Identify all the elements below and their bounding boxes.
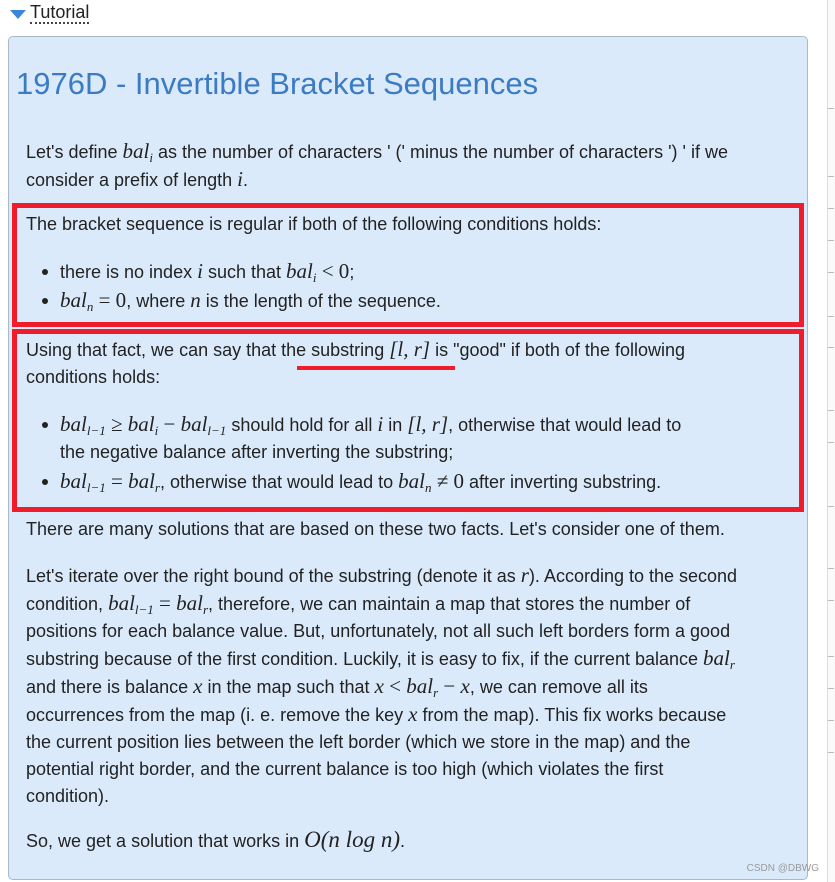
highlight-box-regular [12, 203, 804, 327]
highlight-box-good [12, 329, 804, 512]
para-two-facts: There are many solutions that are based on these two facts. Let's consider one of them. [26, 519, 725, 539]
expand-triangle-icon[interactable] [10, 10, 26, 19]
para-complexity: So, we get a solution that works in O(n log n). [26, 827, 405, 852]
tutorial-toggle-label[interactable]: Tutorial [30, 2, 90, 22]
para-solution: Let's iterate over the right bound of the substring (denote it as r). According to the second condition, bal$_{l-1}$ = bal$_r$, therefore, we can maintain a map that stores the number of positions for each balance value. But, unfortunately, not all such left borders form a good substring because of the first condition. Luckily, it is easy to fix, if the current balance bal$_r$ and there is balance x in the map such that x < bal$_r$ − x, we can remove all its occurrences from the map (i. e. remove the key x from the map). This fix works because the current position lies between the left border (which we store in the map) and the potential right border, and the current balance is too high (which violates the first condition). [26, 563, 738, 806]
watermark: CSDN @DBWG [746, 863, 819, 874]
list-item: bal$_{l-1}$ ≥ bal$_i$ − bal$_{l-1}$ should hold for all i in [l, r], otherwise that would lead to the negative balance after inverting the substring; [42, 411, 800, 466]
list-item: there is no index i such that bal$_i$ < 0; [42, 258, 800, 286]
regular-heading: The bracket sequence is regular if both of the following conditions holds: [26, 214, 602, 234]
math-bal-i: bal$_i$ [122, 139, 153, 165]
problem-title: 1976D - Invertible Bracket Sequences [16, 66, 539, 101]
list-item: bal$_n$ = 0, where n is the length of the sequence. [42, 287, 800, 315]
tutorial-toggle[interactable] [10, 2, 89, 24]
intro-paragraph: Let's define bal$_i$ as the number of characters ' (' minus the number of characters ') ' if we consider a prefix of length i. [26, 139, 728, 191]
list-item: bal$_{l-1}$ = bal$_r$, otherwise that would lead to bal$_n$ ≠ 0 after inverting substring. [42, 468, 800, 496]
good-paragraph: Using that fact, we can say that the substring [l, r] is "good" if both of the following conditions holds: [26, 337, 685, 387]
page-scrollbar[interactable] [827, 0, 835, 882]
highlight-underline [297, 366, 455, 370]
